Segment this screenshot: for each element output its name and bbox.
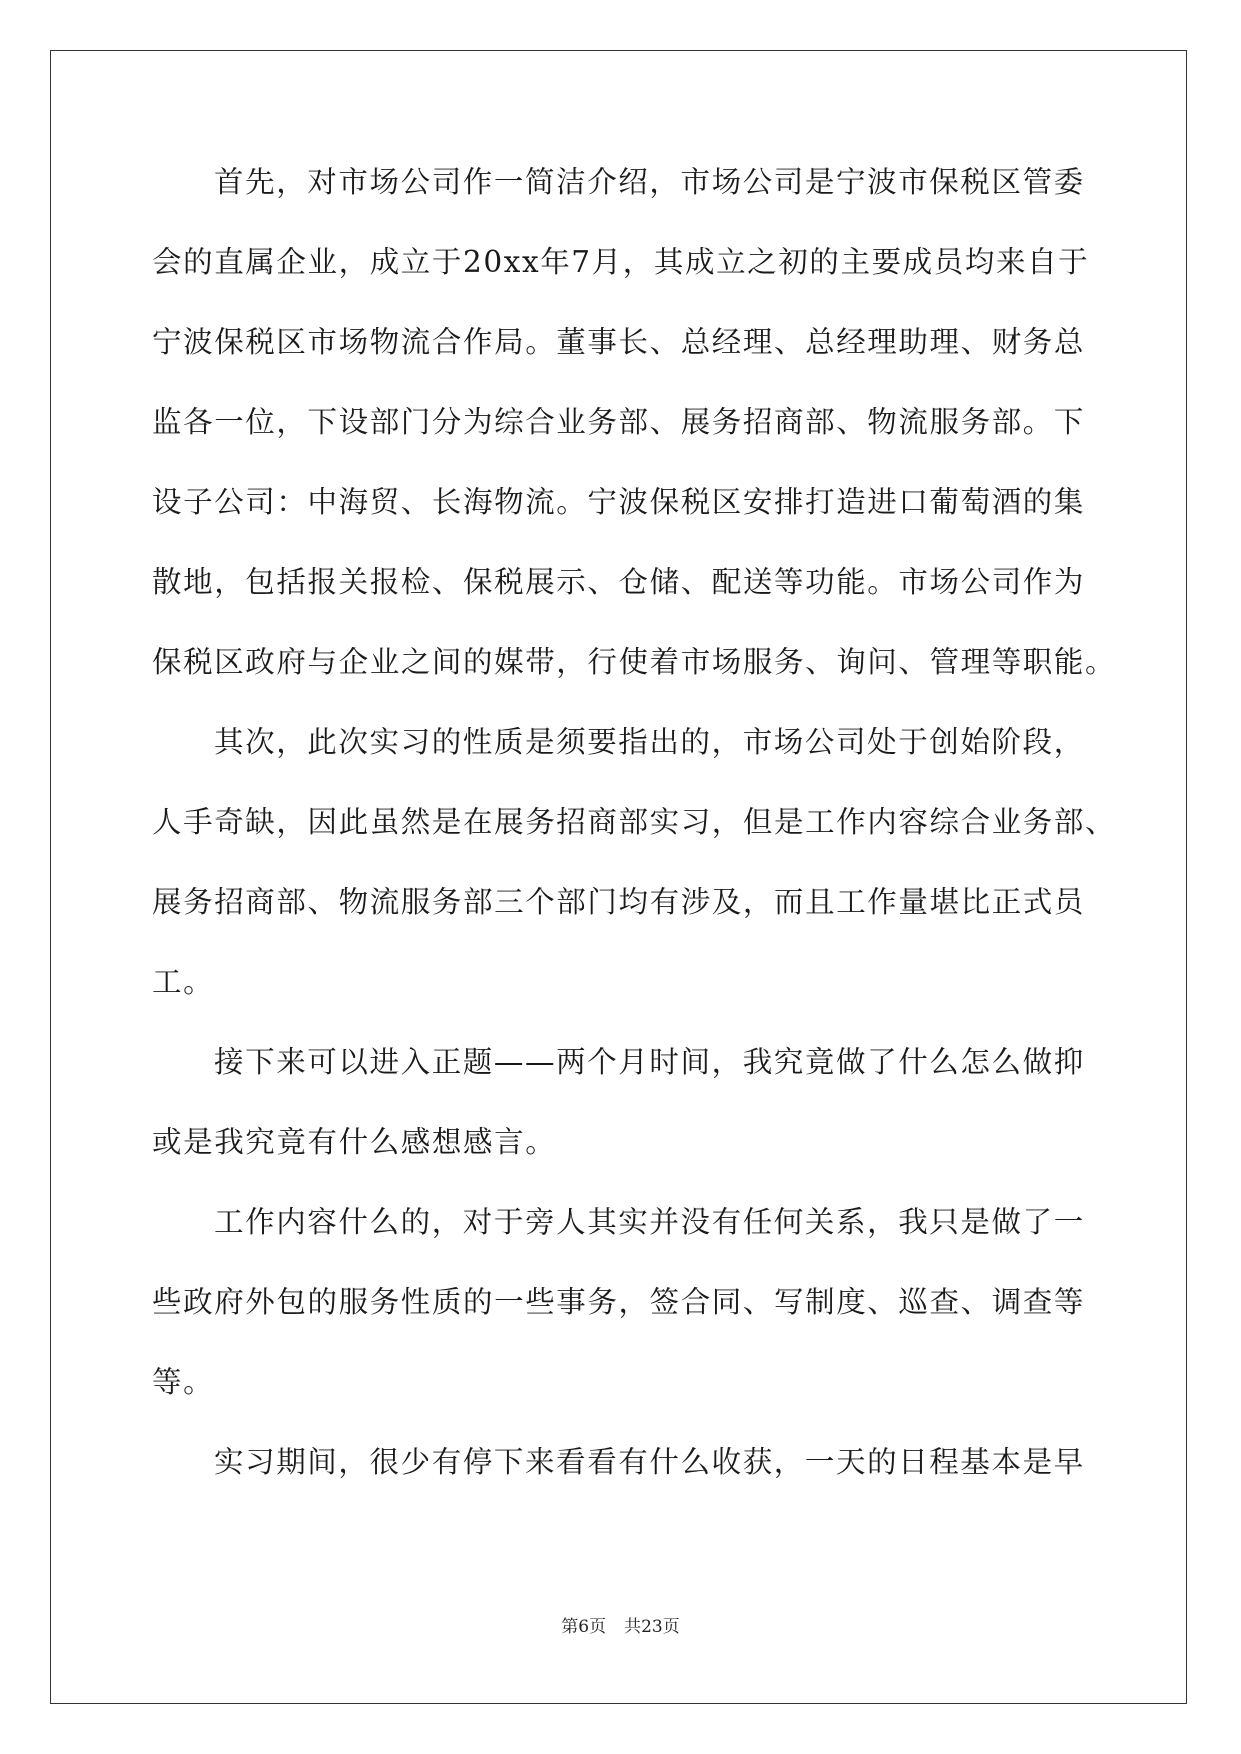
- text-line: 接下来可以进入正题——两个月时间，我究竟做了什么怎么做抑: [214, 1045, 1085, 1079]
- text-line: 其次，此次实习的性质是须要指出的，市场公司处于创始阶段，: [214, 725, 1085, 759]
- text-line: 设子公司：中海贸、长海物流。宁波保税区安排打造进口葡萄酒的集: [152, 485, 1086, 519]
- text-line: 工。: [152, 965, 215, 999]
- text-line: 保税区政府与企业之间的媒带，行使着市场服务、询问、管理等职能。: [152, 645, 1117, 679]
- text-line: 等。: [152, 1365, 215, 1399]
- text-line: 散地，包括报关报检、保税展示、仓储、配送等功能。市场公司作为: [152, 565, 1086, 599]
- page-footer: [0, 1612, 1241, 1637]
- text-line: 人手奇缺，因此虽然是在展务招商部实习，但是工作内容综合业务部、: [152, 805, 1117, 839]
- text-line: 工作内容什么的，对于旁人其实并没有任何关系，我只是做了一: [214, 1205, 1085, 1239]
- text-line: 会的直属企业，成立于20xx年7月，其成立之初的主要成员均来自于: [152, 245, 1090, 279]
- text-line: 些政府外包的服务性质的一些事务，签合同、写制度、巡查、调查等: [152, 1285, 1086, 1319]
- text-line: 展务招商部、物流服务部三个部门均有涉及，而且工作量堪比正式员: [152, 885, 1086, 919]
- page-total: 共23页: [624, 1617, 680, 1637]
- text-line: 宁波保税区市场物流合作局。董事长、总经理、总经理助理、财务总: [152, 325, 1086, 359]
- text-line: 首先，对市场公司作一简洁介绍，市场公司是宁波市保税区管委: [214, 165, 1085, 199]
- document-body: [152, 162, 1117, 1522]
- text-line: 实习期间，很少有停下来看看有什么收获，一天的日程基本是早: [214, 1445, 1085, 1479]
- text-line: 或是我究竟有什么感想感言。: [152, 1125, 557, 1159]
- text-line: 监各一位，下设部门分为综合业务部、展务招商部、物流服务部。下: [152, 405, 1086, 439]
- page-number: 第6页: [561, 1617, 607, 1637]
